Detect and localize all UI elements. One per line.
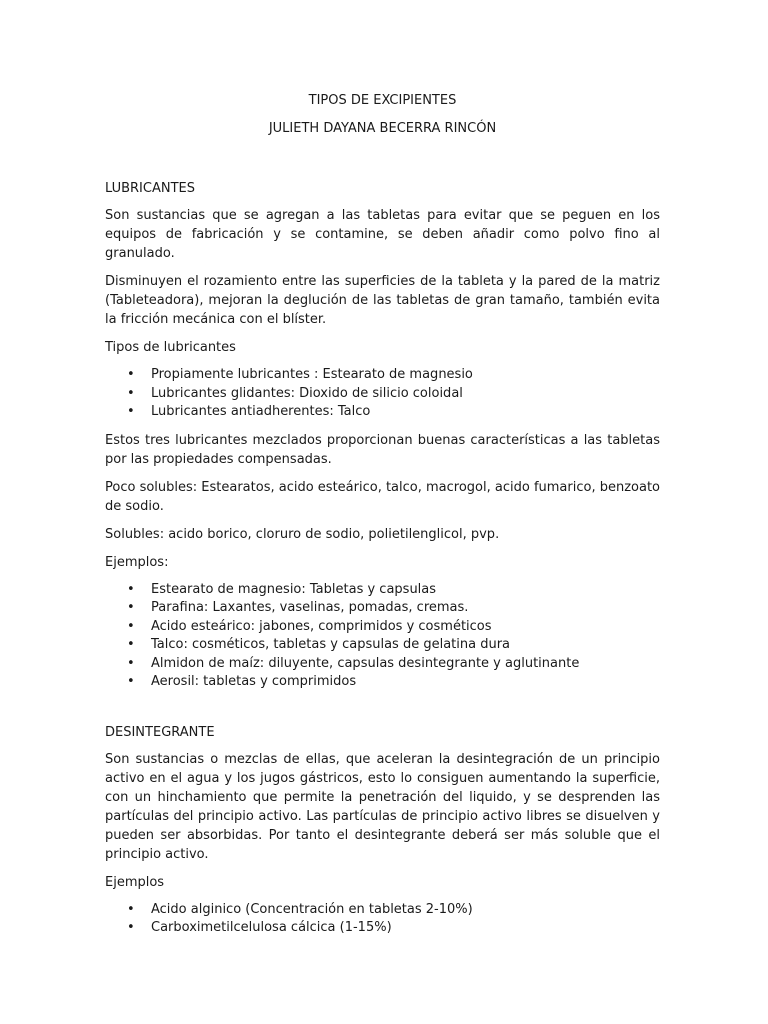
list-item: • Parafina: Laxantes, vaselinas, pomadas, cremas. [105, 599, 660, 618]
list-item: • Lubricantes antiadherentes: Talco [105, 403, 660, 422]
section-heading-desintegrante: DESINTEGRANTE [105, 724, 215, 740]
paragraph: Disminuyen el rozamiento entre las superficies de la tableta y la pared de la matriz (Tableteadora), mejoran la deglución de las tabletas de gran tamaño, también evita la fricción mecánica con el blíster. [105, 274, 660, 327]
list-item: • Talco: cosméticos, tabletas y capsulas de gelatina dura [105, 636, 660, 655]
paragraph: Solubles: acido borico, cloruro de sodio, polietilenglicol, pvp. [105, 526, 500, 542]
paragraph: Estos tres lubricantes mezclados proporcionan buenas características a las tabletas por las propiedades compensadas. [105, 432, 660, 467]
list-item: • Estearato de magnesio: Tabletas y capsulas [105, 581, 660, 600]
paragraph: Son sustancias que se agregan a las tabletas para evitar que se peguen en los equipos de fabricación y se contamine, se deben añadir como polvo fino al granulado. [105, 208, 660, 261]
list-item: • Propiamente lubricantes : Estearato de magnesio [105, 366, 660, 385]
list-item: • Acido alginico (Concentración en tabletas 2-10%) [105, 901, 660, 920]
section-heading-lubricantes: LUBRICANTES [105, 181, 195, 196]
list-item: • Aerosil: tabletas y comprimidos [105, 673, 660, 692]
list-item: • Lubricantes glidantes: Dioxido de silicio coloidal [105, 385, 660, 404]
document-author: JULIETH DAYANA BECERRA RINCÓN [268, 121, 497, 136]
paragraph: Son sustancias o mezclas de ellas, que aceleran la desintegración de un principio activo en el agua y los jugos gástricos, esto lo consiguen aumentando la superficie, con un hinchamiento que permite la penetración del liquido, y se desprenden las partículas del principio activo. Las partículas de principio activo libres se disuelven y pueden ser absorbidas. Por tanto el desintegrante deberá ser más soluble que el principio activo. [105, 751, 660, 862]
list-item: • Carboximetilcelulosa cálcica (1-15%) [105, 919, 660, 938]
list-label: Ejemplos [105, 874, 165, 890]
bullet-list-ejemplos [105, 581, 660, 692]
bullet-list-tipos [105, 366, 660, 422]
list-label: Ejemplos: [105, 554, 169, 570]
bullet-list-desintegrante-ejemplos [105, 901, 660, 938]
paragraph: Poco solubles: Estearatos, acido esteárico, talco, macrogol, acido fumarico, benzoato de sodio. [105, 479, 660, 514]
document-title: TIPOS DE EXCIPIENTES [308, 93, 457, 108]
list-label: Tipos de lubricantes [105, 340, 236, 355]
list-item: • Acido esteárico: jabones, comprimidos y cosméticos [105, 618, 660, 637]
document-body [105, 92, 660, 947]
list-item: • Almidon de maíz: diluyente, capsulas desintegrante y aglutinante [105, 655, 660, 674]
